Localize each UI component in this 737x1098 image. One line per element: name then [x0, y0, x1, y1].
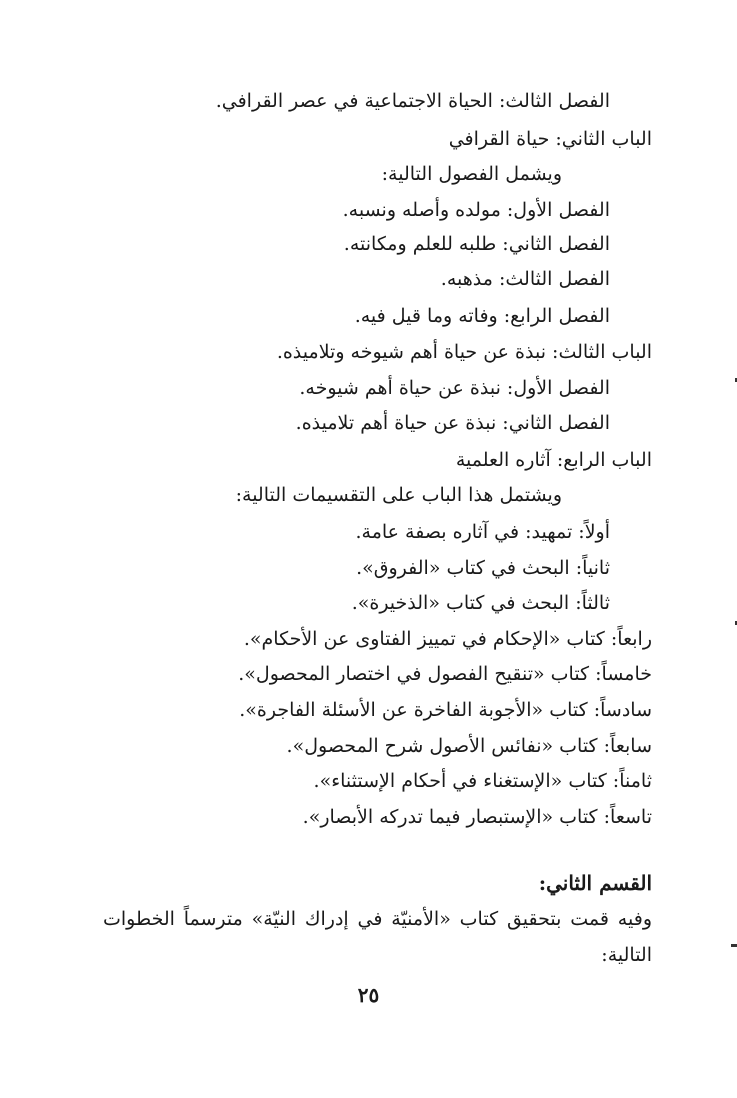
outline-line-4: الفصل الأول: مولده وأصله ونسبه. — [342, 199, 610, 221]
outline-line-21: تاسعاً: كتاب «الإستبصار فيما تدركه الأبصار». — [302, 806, 652, 828]
outline-line-14: ثانياً: البحث في كتاب «الفروق». — [356, 557, 610, 579]
section-heading: القسم الثاني: — [538, 871, 652, 895]
outline-line-20: ثامناً: كتاب «الإستغناء في أحكام الإستثناء». — [313, 770, 652, 792]
outline-line-18: سادساً: كتاب «الأجوبة الفاخرة عن الأسئلة الفاجرة». — [239, 699, 652, 721]
outline-line-9: الفصل الأول: نبذة عن حياة أهم شيوخه. — [299, 377, 610, 399]
outline-line-12: ويشتمل هذا الباب على التقسيمات التالية: — [235, 484, 562, 506]
outline-line-13: أولاً: تمهيد: في آثاره بصفة عامة. — [355, 521, 610, 543]
outline-line-17: خامساً: كتاب «تنقيح الفصول في اختصار المحصول». — [238, 663, 652, 685]
outline-line-16: رابعاً: كتاب «الإحكام في تمييز الفتاوى عن الأحكام». — [243, 628, 652, 650]
outline-line-15: ثالثاً: البحث في كتاب «الذخيرة». — [351, 592, 610, 614]
outline-line-11: الباب الرابع: آثاره العلمية — [455, 449, 652, 471]
outline-line-7: الفصل الرابع: وفاته وما قيل فيه. — [354, 305, 610, 327]
outline-line-8: الباب الثالث: نبذة عن حياة أهم شيوخه وتلاميذه. — [276, 341, 652, 363]
outline-line-6: الفصل الثالث: مذهبه. — [440, 268, 610, 290]
section-paragraph: وفيه قمت بتحقيق كتاب «الأمنيّة في إدراك النيّة» مترسماً الخطوات التالية: — [103, 908, 652, 966]
page-number: ٢٥ — [357, 983, 380, 1007]
outline-line-1: الفصل الثالث: الحياة الاجتماعية في عصر القرافي. — [215, 90, 610, 112]
outline-line-10: الفصل الثاني: نبذة عن حياة أهم تلاميذه. — [295, 412, 610, 434]
margin-mark — [731, 944, 737, 947]
outline-line-3: ويشمل الفصول التالية: — [381, 163, 562, 185]
outline-line-19: سابعاً: كتاب «نفائس الأصول شرح المحصول». — [286, 735, 652, 757]
outline-line-5: الفصل الثاني: طلبه للعلم ومكانته. — [343, 233, 610, 255]
outline-line-2: الباب الثاني: حياة القرافي — [448, 128, 652, 150]
